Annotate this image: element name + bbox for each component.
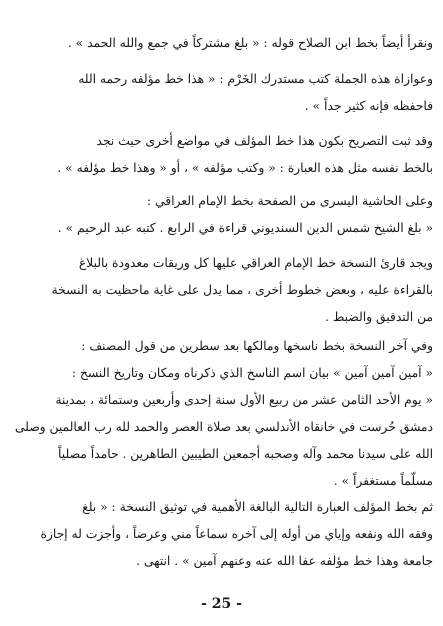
text-line: ونقرأ أيضاً بخط ابن الصلاح قوله : « بلغ مشتركاً في جمع والله الحمد » . — [67, 36, 433, 50]
paragraph-2 — [10, 66, 433, 120]
paragraph-3 — [10, 128, 433, 182]
text-line: وعوازاة هذه الجملة كتب مستدرك الخَرْم : « هذا خط مؤلفه رحمه الله — [78, 72, 433, 86]
text-line: « بلغ الشيخ شمس الدين السنديوني قراءة في الرابع . كتبه عبد الرحيم » . — [57, 221, 433, 235]
text-line: جامعة وهذا خط مؤلفه عفا الله عنه وعنهم آمين » . انتهى . — [136, 554, 433, 568]
text-line: فاحفظه فإنه كثير جداً » . — [304, 99, 433, 113]
paragraph-4 — [10, 188, 433, 242]
document-page — [10, 0, 433, 626]
text-line: « آمين آمين آمين » بيان اسم الناسخ الذي ذكرناه ومكان وتاريخ النسخ : — [71, 366, 433, 380]
text-line: « يوم الأحد الثامن عشر من ربيع الأول سنة إحدى وأربعين وستمائة ، بمدينة — [55, 393, 433, 407]
paragraph-1 — [10, 30, 433, 57]
text-line: وفقه الله ونفعه وإياي من أوله إلى آخره سماعاً مني وعرضاً ، وأجزت له إجازة — [40, 527, 433, 541]
paragraph-6 — [10, 333, 433, 495]
page-number: - 25 - — [201, 596, 242, 612]
text-line: وعلى الحاشية اليسرى من الصفحة بخط الإمام العراقي : — [146, 194, 433, 208]
text-line: دمشق حُرست في خانقاه الأندلسي بعد صلاة العصر والحمد لله رب العالمين وصلى — [14, 420, 433, 434]
text-line: ثم بخط المؤلف العبارة التالية البالغة الأهمية في توثيق النسخة : « بلغ — [82, 500, 433, 514]
text-line: بالخط نفسه مثل هذه العبارة : « وكتب مؤلفه » ، أو « وهذا خط مؤلفه » . — [57, 161, 433, 175]
text-line: مسلّماً مستغفراً » . — [333, 474, 433, 488]
text-line: ويجد قارئ النسخة خط الإمام العراقي عليها كل وريقات معدودة بالبلاغ — [78, 256, 433, 270]
text-line: وفي آخر النسخة بخط ناسخها ومالكها بعد سطرين من قول المصنف : — [81, 339, 433, 353]
text-line: الله على سيدنا محمد وآله وصحبه أجمعين الطيبين الطاهرين . حامداً مصلياً — [58, 447, 433, 461]
paragraph-5 — [10, 250, 433, 331]
text-line: وقد ثبت التصريح بكون هذا خط المؤلف في مواضع أخرى حيث نجد — [96, 134, 433, 148]
paragraph-7 — [10, 494, 433, 575]
text-line: بالقراءة عليه ، وبعض خطوط أخرى ، مما يدل على غاية ماحظيت به النسخة — [51, 283, 433, 297]
text-line: من التدقيق والضبط . — [325, 310, 433, 324]
